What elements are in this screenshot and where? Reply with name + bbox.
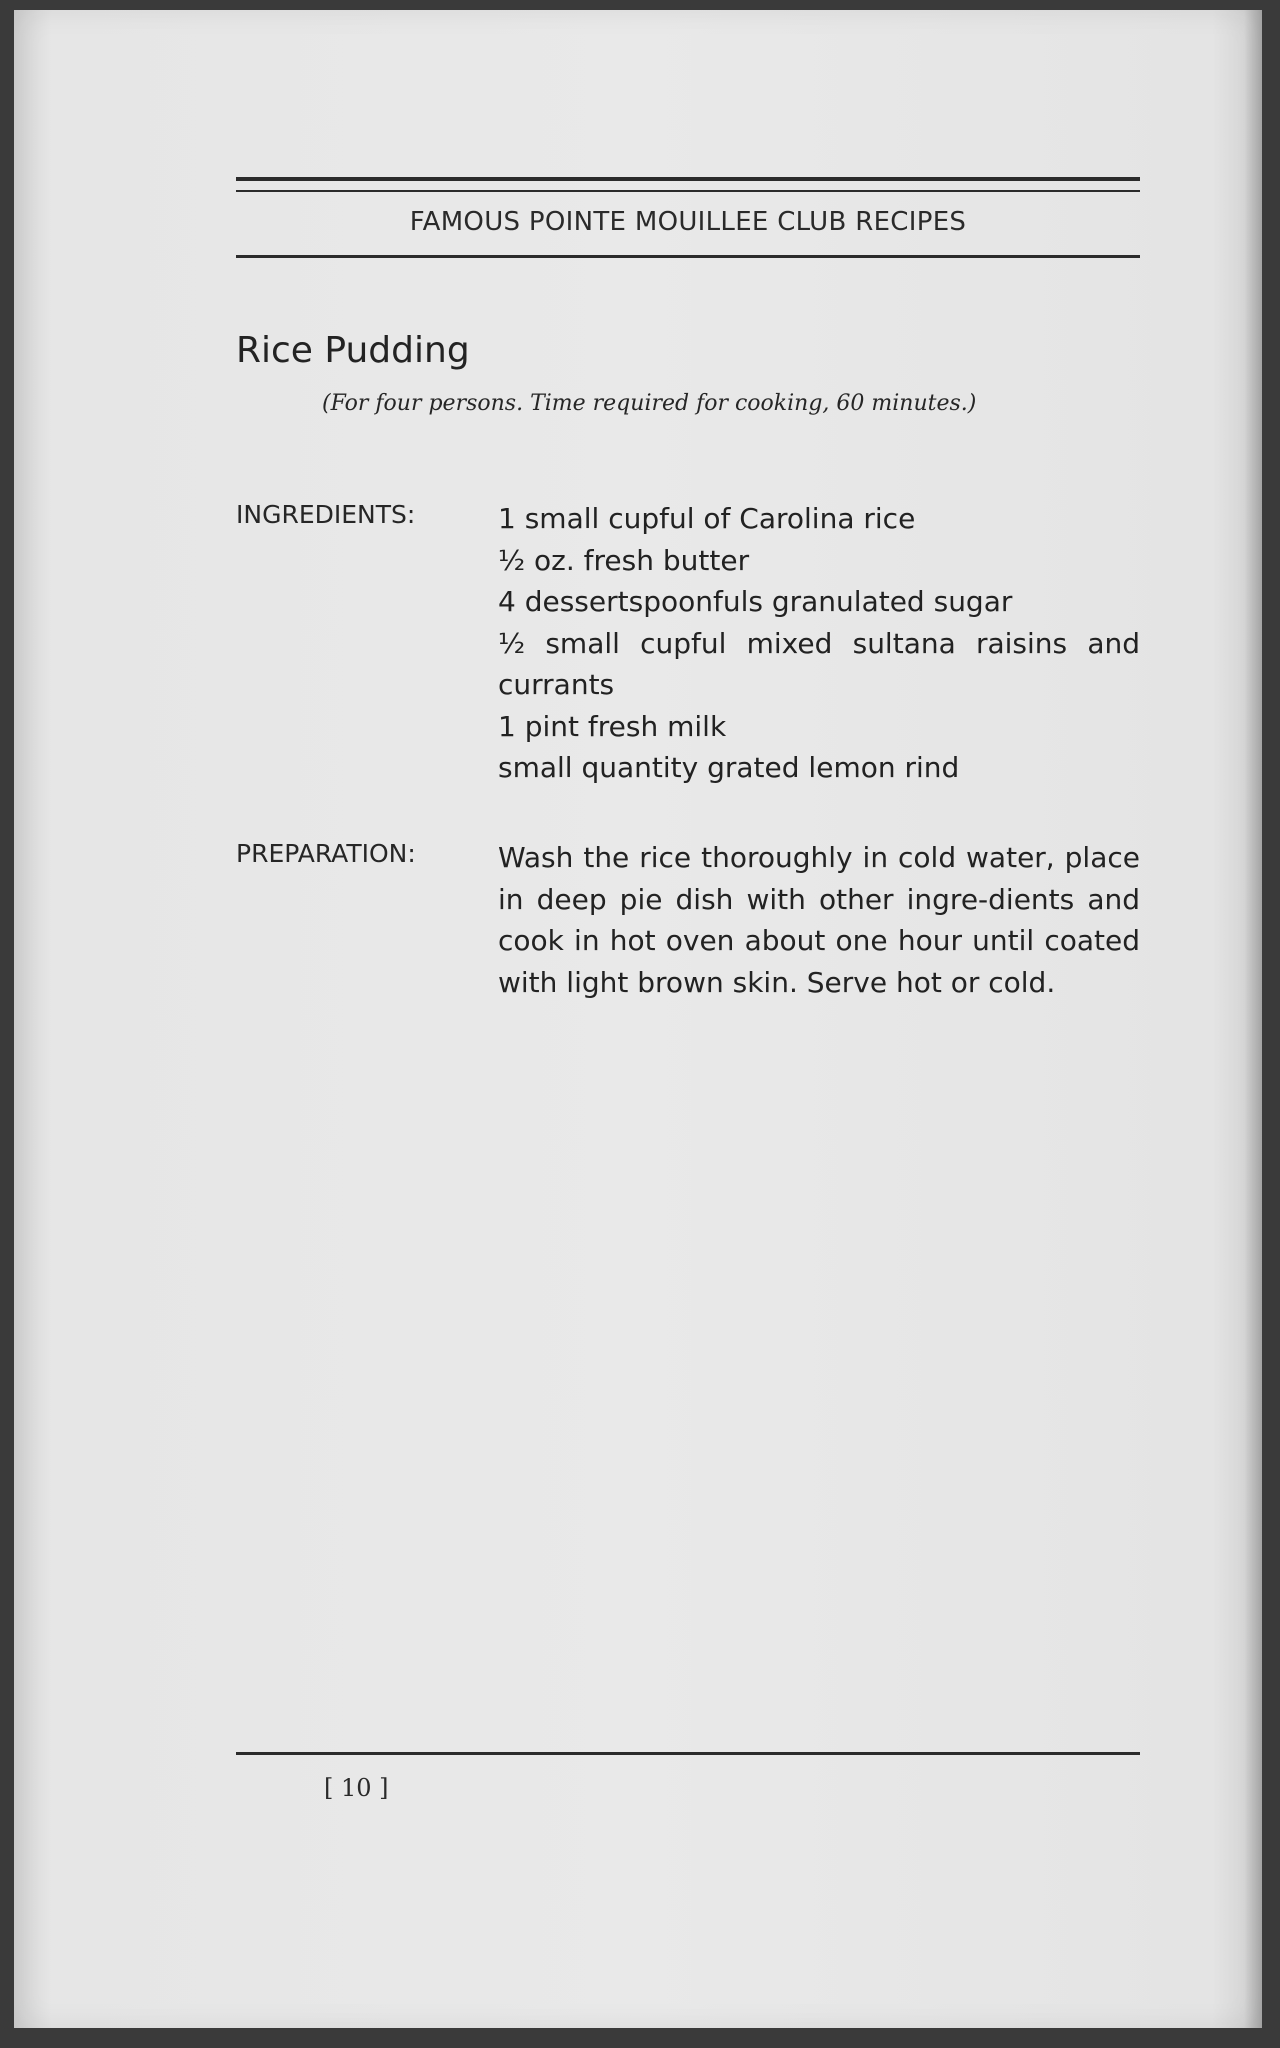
running-header: FAMOUS POINTE MOUILLEE CLUB RECIPES	[409, 207, 967, 237]
ingredients-label: INGREDIENTS:	[236, 500, 416, 529]
ingredient-item: ½ oz. fresh butter	[498, 543, 750, 577]
ingredient-item: 1 small cupful of Carolina rice	[498, 502, 916, 535]
header-rule-thin	[236, 190, 1140, 192]
page-paper	[14, 10, 1262, 2028]
header-underline-rule	[236, 255, 1140, 258]
header-rule-thick	[236, 177, 1140, 181]
ingredient-item: 1 pint fresh milk	[498, 709, 727, 743]
recipe-subtitle: (For four persons. Time required for cooking, 60 minutes.)	[322, 391, 977, 416]
page-edge-shadow	[1244, 10, 1262, 2028]
page-number: [ 10 ]	[324, 1774, 389, 1802]
preparation-text: Wash the rice thoroughly in cold water, place in deep pie dish with other ingre-dients and cook in hot oven about one hour until coated with light brown skin. Serve hot or cold.	[498, 841, 1140, 999]
ingredient-item: ½ small cupful mixed sultana raisins and currants	[498, 626, 1140, 701]
ingredients-list	[498, 498, 1140, 789]
footer-rule	[236, 1752, 1140, 1755]
preparation-label: PREPARATION:	[236, 839, 416, 868]
recipe-title: Rice Pudding	[236, 330, 470, 371]
ingredient-item: small quantity grated lemon rind	[498, 751, 960, 784]
page-content	[222, 10, 1140, 2028]
ingredient-item: 4 dessertspoonfuls granulated sugar	[498, 585, 1013, 618]
